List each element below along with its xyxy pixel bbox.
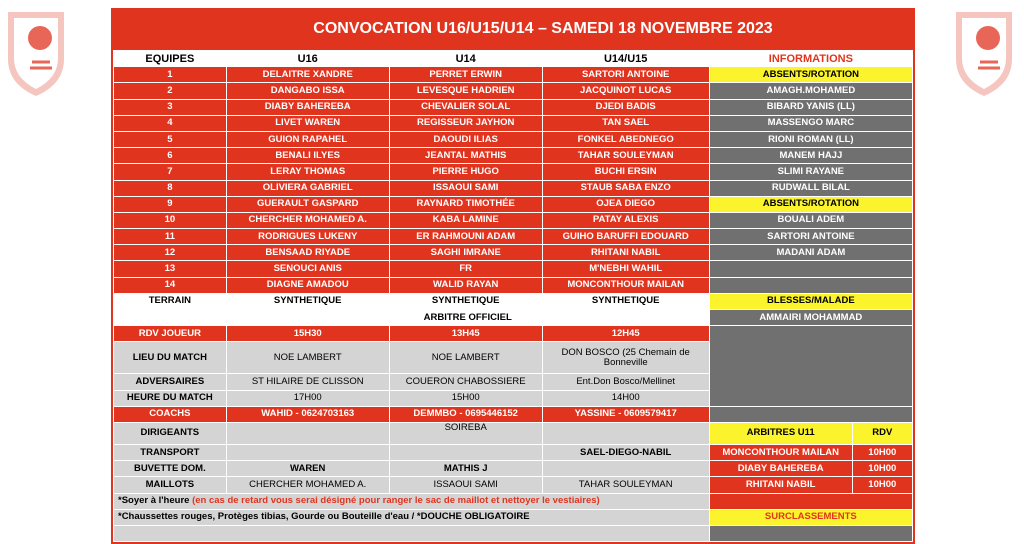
lieu-u14-u15: DON BOSCO (25 Chemain de Bonneville (542, 342, 709, 374)
arbitre-u11-1: MONCONTHOUR MAILAN (709, 444, 852, 460)
row-number: 3 (114, 99, 227, 115)
info-entry: AMAGH.MOHAMED (709, 83, 912, 99)
page-title: CONVOCATION U16/U15/U14 – SAMEDI 18 NOVEMBRE 2023 (313, 20, 773, 37)
player-u14-u15: DJEDI BADIS (542, 99, 709, 115)
player-rows (114, 67, 913, 294)
player-row (114, 99, 913, 115)
heure-u14: 15H00 (389, 390, 542, 406)
adversaires-u14-u15: Ent.Don Bosco/Mellinet (542, 374, 709, 390)
player-u14: CHEVALIER SOLAL (389, 99, 542, 115)
player-u14-u15: TAN SAEL (542, 115, 709, 131)
terrain-u14-u15: SYNTHETIQUE (542, 293, 709, 309)
info-entry: BOUALI ADEM (709, 212, 912, 228)
player-u14: FR (389, 261, 542, 277)
info-entry: RIONI ROMAN (LL) (709, 131, 912, 147)
arbitre-row (114, 310, 913, 326)
player-u14-u15: OJEA DIEGO (542, 196, 709, 212)
row-number: 13 (114, 261, 227, 277)
player-u14: WALID RAYAN (389, 277, 542, 293)
arbitre-label: ARBITRE OFFICIEL (226, 310, 709, 326)
row-number: 7 (114, 164, 227, 180)
arbitres-u11-label: ARBITRES U11 (709, 422, 852, 444)
club-logo-right (950, 4, 1018, 100)
player-u14: SAGHI IMRANE (389, 245, 542, 261)
club-logo-left (2, 4, 70, 100)
player-u14-u15: JACQUINOT LUCAS (542, 83, 709, 99)
header-equipes: EQUIPES (114, 51, 227, 67)
maillots-u14: ISSAOUI SAMI (389, 477, 542, 493)
player-u14: KABA LAMINE (389, 212, 542, 228)
player-u14-u15: M'NEBHI WAHIL (542, 261, 709, 277)
notes-punctuality: *Soyer à l'heure (118, 495, 190, 507)
info-entry: BIBARD YANIS (LL) (709, 99, 912, 115)
player-u14-u15: PATAY ALEXIS (542, 212, 709, 228)
player-u14: RAYNARD TIMOTHÉE (389, 196, 542, 212)
notes-line-1 (114, 493, 710, 509)
buvette-row (114, 461, 913, 477)
player-u16: LERAY THOMAS (226, 164, 389, 180)
player-u16: GUION RAPAHEL (226, 131, 389, 147)
coach-u16: WAHID - 0624703163 (226, 406, 389, 422)
player-u16: CHERCHER MOHAMED A. (226, 212, 389, 228)
player-row (114, 245, 913, 261)
player-u14: LEVESQUE HADRIEN (389, 83, 542, 99)
row-number: 11 (114, 229, 227, 245)
player-row (114, 131, 913, 147)
player-u14-u15: GUIHO BARUFFI EDOUARD (542, 229, 709, 245)
player-row (114, 261, 913, 277)
info-entry: ABSENTS/ROTATION (709, 67, 912, 83)
player-row (114, 164, 913, 180)
blesses-label: BLESSES/MALADE (709, 293, 912, 309)
row-number: 2 (114, 83, 227, 99)
lieu-label: LIEU DU MATCH (114, 342, 227, 374)
coach-u14: DEMMBO - 0695446152 (389, 406, 542, 422)
player-row (114, 180, 913, 196)
info-entry: MANEM HAJJ (709, 148, 912, 164)
player-u14: ISSAOUI SAMI (389, 180, 542, 196)
notes-line-2: *Chaussettes rouges, Protèges tibias, Gourde ou Bouteille d'eau / *DOUCHE OBLIGATOIRE (114, 509, 710, 525)
rdv-u14: 13H45 (389, 326, 542, 342)
row-number: 4 (114, 115, 227, 131)
convocation-table (113, 50, 913, 542)
coachs-row (114, 406, 913, 422)
coach-u14-u15: YASSINE - 0609579417 (542, 406, 709, 422)
player-row (114, 115, 913, 131)
player-u16: DANGABO ISSA (226, 83, 389, 99)
coachs-label: COACHS (114, 406, 227, 422)
player-u14-u15: RHITANI NABIL (542, 245, 709, 261)
player-u16: GUERAULT GASPARD (226, 196, 389, 212)
buvette-label: BUVETTE DOM. (114, 461, 227, 477)
player-u16: SENOUCI ANIS (226, 261, 389, 277)
rdv-u16: 15H30 (226, 326, 389, 342)
adversaires-u14: COUERON CHABOSSIERE (389, 374, 542, 390)
adversaires-label: ADVERSAIRES (114, 374, 227, 390)
info-empty-block (709, 326, 912, 407)
rdv-label: RDV JOUEUR (114, 326, 227, 342)
row-number: 1 (114, 67, 227, 83)
player-u14-u15: SARTORI ANTOINE (542, 67, 709, 83)
info-entry (709, 277, 912, 293)
header-u16: U16 (226, 51, 389, 67)
row-number: 6 (114, 148, 227, 164)
player-u14: PIERRE HUGO (389, 164, 542, 180)
row-number: 10 (114, 212, 227, 228)
header-u14-u15: U14/U15 (542, 51, 709, 67)
info-entry (709, 261, 912, 277)
heure-u14-u15: 14H00 (542, 390, 709, 406)
player-u16: DIABY BAHEREBA (226, 99, 389, 115)
transport-label: TRANSPORT (114, 444, 227, 460)
header-informations: INFORMATIONS (709, 51, 912, 67)
arbitre-u11-2: DIABY BAHEREBA (709, 461, 852, 477)
row-number: 12 (114, 245, 227, 261)
arbitres-rdv-label: RDV (852, 422, 912, 444)
info-entry: MASSENGO MARC (709, 115, 912, 131)
player-row (114, 83, 913, 99)
player-u14-u15: TAHAR SOULEYMAN (542, 148, 709, 164)
notes-row-1 (114, 493, 913, 509)
maillots-row (114, 477, 913, 493)
player-u14: REGISSEUR JAYHON (389, 115, 542, 131)
row-number: 8 (114, 180, 227, 196)
terrain-label: TERRAIN (114, 293, 227, 309)
info-entry: ABSENTS/ROTATION (709, 196, 912, 212)
transport-row (114, 444, 913, 460)
terrain-row (114, 293, 913, 309)
rdv-u14-u15: 12H45 (542, 326, 709, 342)
player-row (114, 229, 913, 245)
terrain-u14: SYNTHETIQUE (389, 293, 542, 309)
player-row (114, 212, 913, 228)
terrain-u16: SYNTHETIQUE (226, 293, 389, 309)
info-entry: MADANI ADAM (709, 245, 912, 261)
player-u14-u15: STAUB SABA ENZO (542, 180, 709, 196)
maillots-u16: CHERCHER MOHAMED A. (226, 477, 389, 493)
row-number: 14 (114, 277, 227, 293)
player-row (114, 277, 913, 293)
info-entry: SLIMI RAYANE (709, 164, 912, 180)
convocation-sheet (111, 8, 915, 544)
player-u16: BENALI ILYES (226, 148, 389, 164)
arbitre-name: AMMAIRI MOHAMMAD (709, 310, 912, 326)
player-u16: DELAITRE XANDRE (226, 67, 389, 83)
arbitre-u11-3-rdv: 10H00 (852, 477, 912, 493)
rdv-row (114, 326, 913, 342)
notes-row-3 (114, 525, 913, 541)
maillots-u14-u15: TAHAR SOULEYMAN (542, 477, 709, 493)
player-u16: DIAGNE AMADOU (226, 277, 389, 293)
transport-u14-u15: SAEL-DIEGO-NABIL (542, 444, 709, 460)
dirigeants-row (114, 422, 913, 444)
player-u16: BENSAAD RIYADE (226, 245, 389, 261)
heure-u16: 17H00 (226, 390, 389, 406)
buvette-u16: WAREN (226, 461, 389, 477)
header-row (114, 51, 913, 67)
player-u16: RODRIGUES LUKENY (226, 229, 389, 245)
info-entry: RUDWALL BILAL (709, 180, 912, 196)
arbitre-u11-2-rdv: 10H00 (852, 461, 912, 477)
row-number: 5 (114, 131, 227, 147)
arbitre-u11-3: RHITANI NABIL (709, 477, 852, 493)
player-u14-u15: FONKEL ABEDNEGO (542, 131, 709, 147)
player-row (114, 148, 913, 164)
player-u16: LIVET WAREN (226, 115, 389, 131)
player-u14: DAOUDI ILIAS (389, 131, 542, 147)
dirigeants-label: DIRIGEANTS (114, 422, 227, 444)
player-u16: OLIVIERA GABRIEL (226, 180, 389, 196)
notes-row-2 (114, 509, 913, 525)
arbitre-u11-1-rdv: 10H00 (852, 444, 912, 460)
heure-label: HEURE DU MATCH (114, 390, 227, 406)
player-row (114, 196, 913, 212)
surclassements-label: SURCLASSEMENTS (709, 509, 912, 525)
notes-lateness: (en cas de retard vous serai désigné pour ranger le sac de maillot et nettoyer le vestiaires) (192, 495, 600, 507)
header-u14: U14 (389, 51, 542, 67)
player-u14: PERRET ERWIN (389, 67, 542, 83)
player-u14: ER RAHMOUNI ADAM (389, 229, 542, 245)
dirigeants-u14: SOIREBA (389, 422, 542, 444)
player-u14-u15: MONCONTHOUR MAILAN (542, 277, 709, 293)
lieu-u16: NOE LAMBERT (226, 342, 389, 374)
maillots-label: MAILLOTS (114, 477, 227, 493)
player-u14-u15: BUCHI ERSIN (542, 164, 709, 180)
player-row (114, 67, 913, 83)
row-number: 9 (114, 196, 227, 212)
lieu-u14: NOE LAMBERT (389, 342, 542, 374)
player-u14: JEANTAL MATHIS (389, 148, 542, 164)
adversaires-u16: ST HILAIRE DE CLISSON (226, 374, 389, 390)
buvette-u14: MATHIS J (389, 461, 542, 477)
info-entry: SARTORI ANTOINE (709, 229, 912, 245)
